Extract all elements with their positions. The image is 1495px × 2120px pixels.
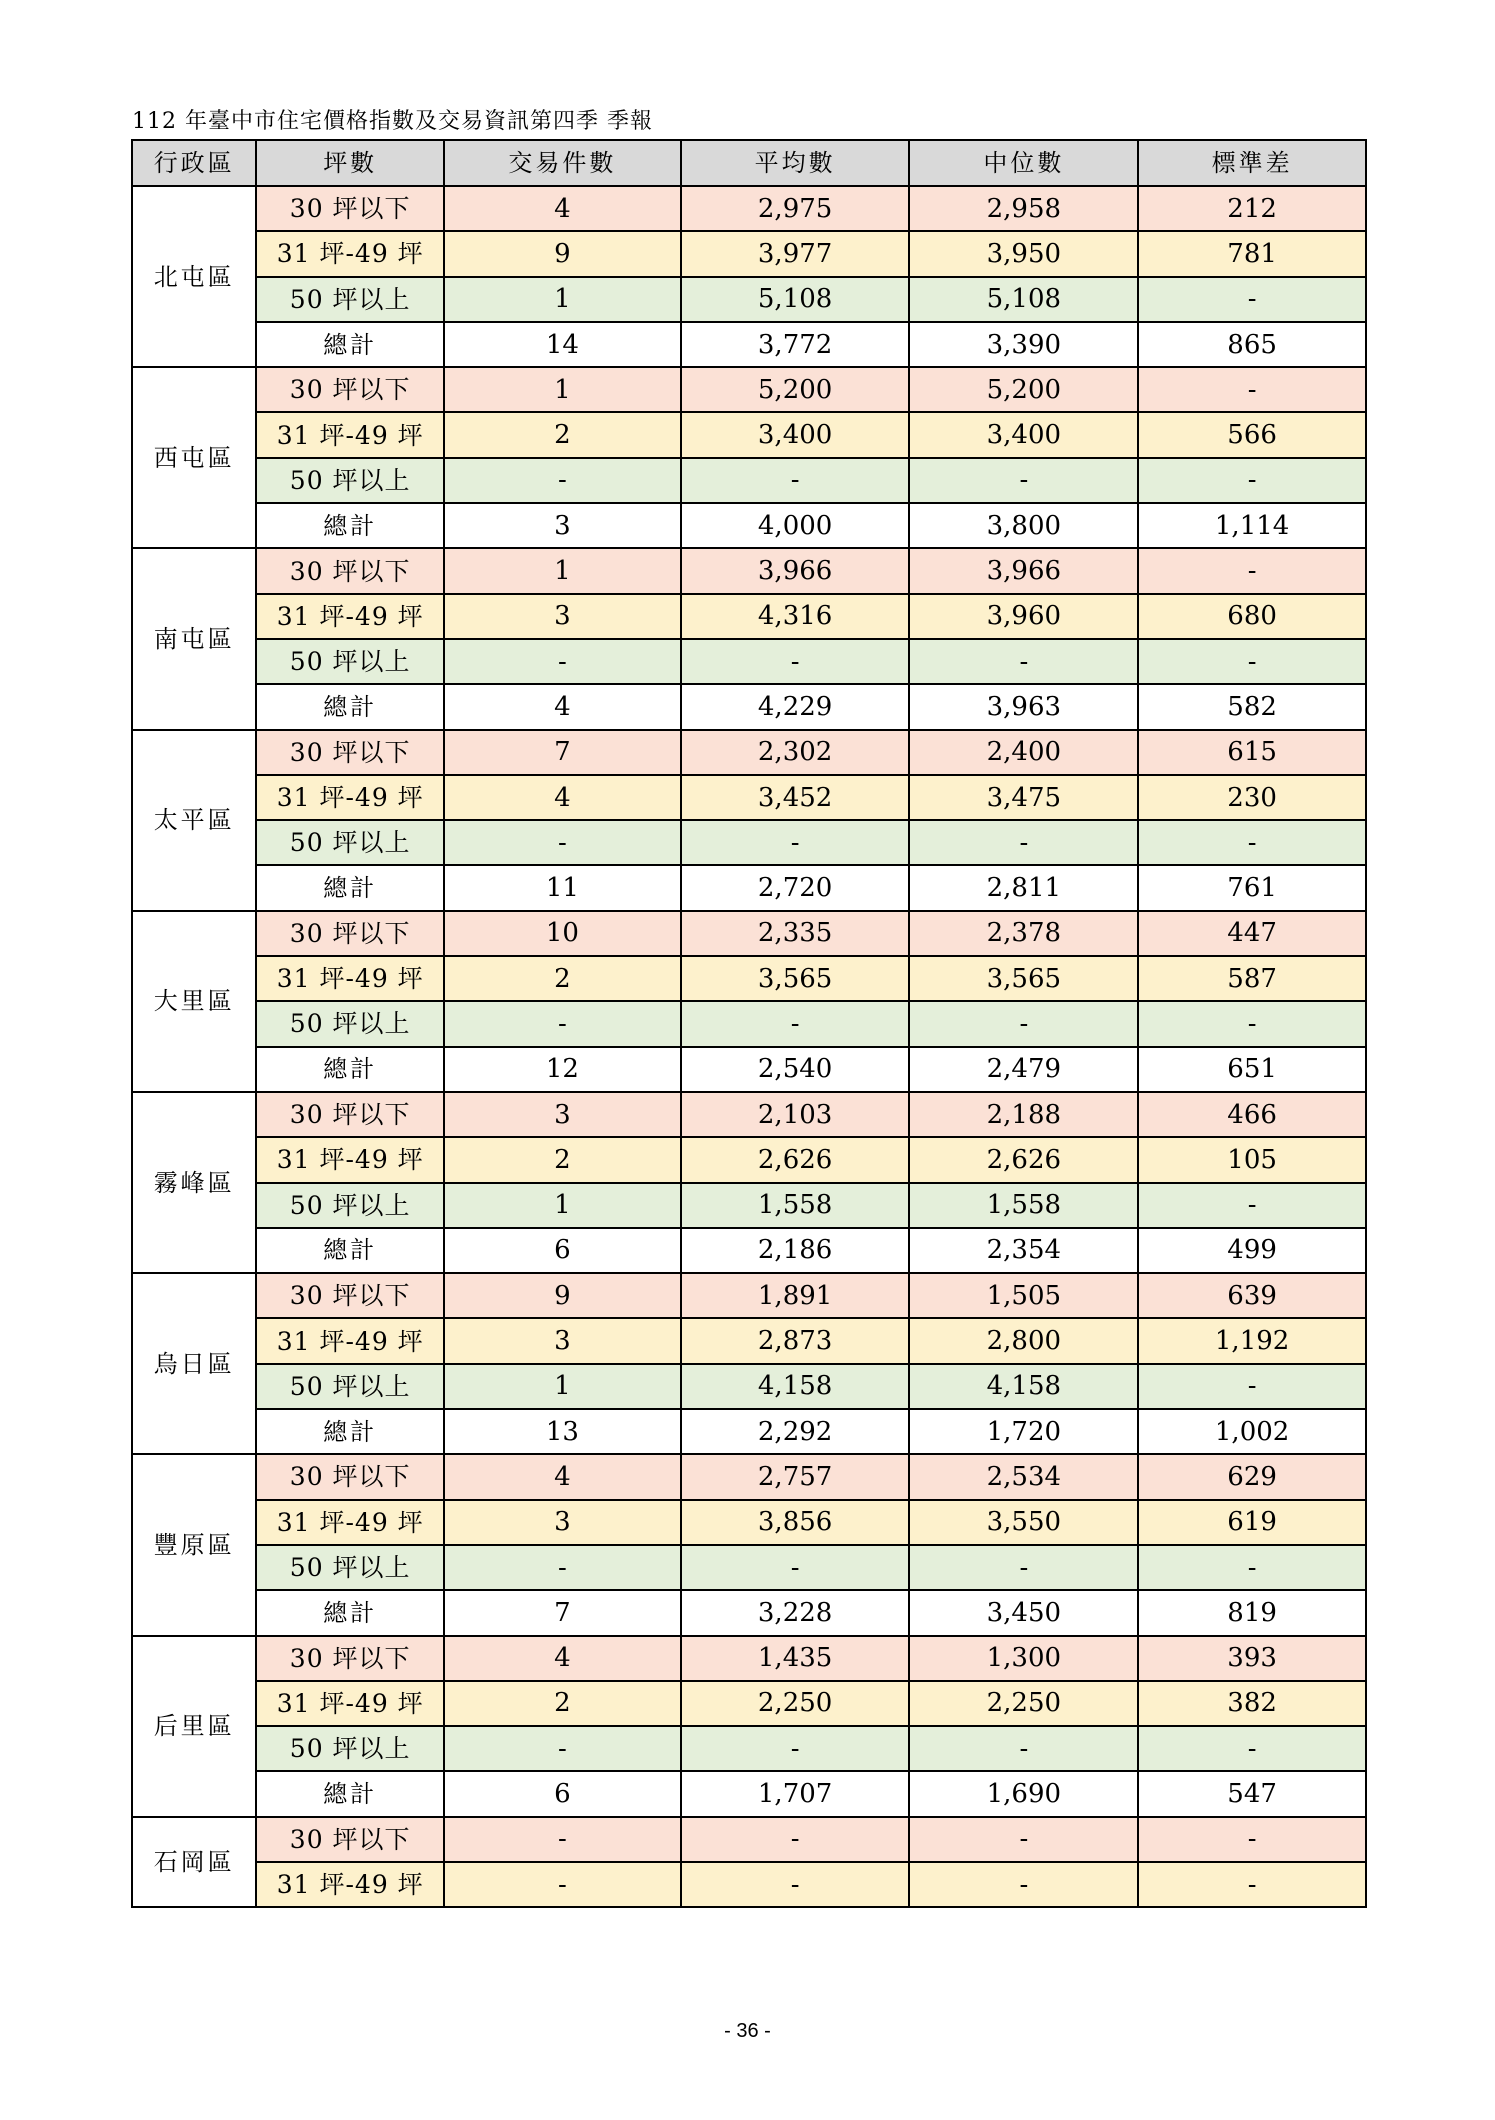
mean-cell: - bbox=[681, 1862, 910, 1907]
size-cell: 總計 bbox=[256, 1771, 444, 1816]
count-cell: 6 bbox=[444, 1771, 681, 1816]
size-cell: 總計 bbox=[256, 1047, 444, 1092]
count-cell: 2 bbox=[444, 1137, 681, 1182]
mean-cell: 4,316 bbox=[681, 594, 910, 639]
median-cell: 2,188 bbox=[909, 1092, 1138, 1137]
size-cell: 30 坪以下 bbox=[256, 186, 444, 231]
page-number: - 36 - bbox=[724, 2020, 771, 2042]
mean-cell: 2,250 bbox=[681, 1681, 910, 1726]
stddev-cell: 499 bbox=[1138, 1228, 1366, 1273]
median-cell: 5,200 bbox=[909, 367, 1138, 412]
stddev-cell: - bbox=[1138, 1545, 1366, 1590]
median-cell: 2,626 bbox=[909, 1137, 1138, 1182]
mean-cell: 3,228 bbox=[681, 1590, 910, 1635]
table-row bbox=[132, 1183, 1366, 1228]
stddev-cell: 587 bbox=[1138, 956, 1366, 1001]
count-cell: - bbox=[444, 1817, 681, 1862]
stddev-cell: 865 bbox=[1138, 322, 1366, 367]
size-cell: 總計 bbox=[256, 1228, 444, 1273]
mean-cell: 2,186 bbox=[681, 1228, 910, 1273]
stddev-cell: 230 bbox=[1138, 775, 1366, 820]
table-row bbox=[132, 1590, 1366, 1635]
stddev-cell: - bbox=[1138, 1001, 1366, 1046]
table-header-row bbox=[132, 140, 1366, 186]
mean-cell: 3,977 bbox=[681, 231, 910, 276]
table-row bbox=[132, 820, 1366, 865]
table-row bbox=[132, 1500, 1366, 1545]
count-cell: 4 bbox=[444, 684, 681, 729]
size-cell: 50 坪以上 bbox=[256, 1726, 444, 1771]
median-cell: 3,450 bbox=[909, 1590, 1138, 1635]
median-cell: 3,550 bbox=[909, 1500, 1138, 1545]
size-cell: 30 坪以下 bbox=[256, 1273, 444, 1318]
table-row bbox=[132, 1092, 1366, 1137]
table-row bbox=[132, 367, 1366, 412]
median-cell: 2,354 bbox=[909, 1228, 1138, 1273]
size-cell: 31 坪-49 坪 bbox=[256, 1318, 444, 1363]
stddev-cell: 566 bbox=[1138, 412, 1366, 457]
median-cell: - bbox=[909, 1817, 1138, 1862]
mean-cell: 3,400 bbox=[681, 412, 910, 457]
district-name: 西屯區 bbox=[132, 367, 256, 548]
count-cell: 1 bbox=[444, 367, 681, 412]
median-cell: - bbox=[909, 1545, 1138, 1590]
mean-cell: 3,856 bbox=[681, 1500, 910, 1545]
size-cell: 總計 bbox=[256, 865, 444, 910]
size-cell: 31 坪-49 坪 bbox=[256, 775, 444, 820]
district-name: 豐原區 bbox=[132, 1454, 256, 1635]
header-stddev: 標準差 bbox=[1138, 140, 1366, 186]
median-cell: 3,963 bbox=[909, 684, 1138, 729]
mean-cell: 2,626 bbox=[681, 1137, 910, 1182]
median-cell: 2,800 bbox=[909, 1318, 1138, 1363]
mean-cell: 3,452 bbox=[681, 775, 910, 820]
size-cell: 50 坪以上 bbox=[256, 277, 444, 322]
mean-cell: 3,565 bbox=[681, 956, 910, 1001]
count-cell: 11 bbox=[444, 865, 681, 910]
table-row bbox=[132, 1636, 1366, 1681]
table-row bbox=[132, 1454, 1366, 1499]
district-name: 霧峰區 bbox=[132, 1092, 256, 1273]
mean-cell: - bbox=[681, 1001, 910, 1046]
mean-cell: 3,772 bbox=[681, 322, 910, 367]
count-cell: 9 bbox=[444, 231, 681, 276]
mean-cell: - bbox=[681, 639, 910, 684]
table-row bbox=[132, 684, 1366, 729]
median-cell: 1,690 bbox=[909, 1771, 1138, 1816]
stddev-cell: 447 bbox=[1138, 911, 1366, 956]
size-cell: 31 坪-49 坪 bbox=[256, 1681, 444, 1726]
size-cell: 31 坪-49 坪 bbox=[256, 412, 444, 457]
median-cell: 2,250 bbox=[909, 1681, 1138, 1726]
table-row bbox=[132, 1409, 1366, 1454]
mean-cell: 2,302 bbox=[681, 730, 910, 775]
mean-cell: - bbox=[681, 1726, 910, 1771]
size-cell: 50 坪以上 bbox=[256, 639, 444, 684]
median-cell: 2,958 bbox=[909, 186, 1138, 231]
stddev-cell: - bbox=[1138, 548, 1366, 593]
stddev-cell: 819 bbox=[1138, 1590, 1366, 1635]
mean-cell: 5,200 bbox=[681, 367, 910, 412]
mean-cell: - bbox=[681, 1545, 910, 1590]
mean-cell: 1,707 bbox=[681, 1771, 910, 1816]
count-cell: 1 bbox=[444, 1364, 681, 1409]
count-cell: 2 bbox=[444, 412, 681, 457]
mean-cell: 2,975 bbox=[681, 186, 910, 231]
size-cell: 30 坪以下 bbox=[256, 730, 444, 775]
table-row bbox=[132, 639, 1366, 684]
mean-cell: 2,873 bbox=[681, 1318, 910, 1363]
table-row bbox=[132, 1862, 1366, 1907]
count-cell: 3 bbox=[444, 1500, 681, 1545]
median-cell: 3,960 bbox=[909, 594, 1138, 639]
stddev-cell: 212 bbox=[1138, 186, 1366, 231]
table-row bbox=[132, 1137, 1366, 1182]
table-row bbox=[132, 956, 1366, 1001]
mean-cell: 2,335 bbox=[681, 911, 910, 956]
mean-cell: 2,103 bbox=[681, 1092, 910, 1137]
table-row bbox=[132, 1228, 1366, 1273]
table-row bbox=[132, 730, 1366, 775]
median-cell: - bbox=[909, 458, 1138, 503]
count-cell: 3 bbox=[444, 503, 681, 548]
median-cell: 3,400 bbox=[909, 412, 1138, 457]
stddev-cell: 781 bbox=[1138, 231, 1366, 276]
median-cell: 1,505 bbox=[909, 1273, 1138, 1318]
median-cell: 2,534 bbox=[909, 1454, 1138, 1499]
stddev-cell: 466 bbox=[1138, 1092, 1366, 1137]
median-cell: 2,811 bbox=[909, 865, 1138, 910]
size-cell: 50 坪以上 bbox=[256, 1001, 444, 1046]
mean-cell: 1,435 bbox=[681, 1636, 910, 1681]
size-cell: 總計 bbox=[256, 1409, 444, 1454]
size-cell: 31 坪-49 坪 bbox=[256, 231, 444, 276]
count-cell: - bbox=[444, 1545, 681, 1590]
mean-cell: 3,966 bbox=[681, 548, 910, 593]
district-name: 太平區 bbox=[132, 730, 256, 911]
count-cell: 4 bbox=[444, 186, 681, 231]
table-row bbox=[132, 1318, 1366, 1363]
count-cell: 7 bbox=[444, 730, 681, 775]
table-row bbox=[132, 1545, 1366, 1590]
stddev-cell: 547 bbox=[1138, 1771, 1366, 1816]
mean-cell: 2,757 bbox=[681, 1454, 910, 1499]
district-name: 大里區 bbox=[132, 911, 256, 1092]
size-cell: 31 坪-49 坪 bbox=[256, 1137, 444, 1182]
mean-cell: 1,891 bbox=[681, 1273, 910, 1318]
stddev-cell: 680 bbox=[1138, 594, 1366, 639]
table-row bbox=[132, 1726, 1366, 1771]
header-count: 交易件數 bbox=[444, 140, 681, 186]
table-row bbox=[132, 186, 1366, 231]
median-cell: 3,800 bbox=[909, 503, 1138, 548]
district-name: 后里區 bbox=[132, 1636, 256, 1817]
size-cell: 總計 bbox=[256, 1590, 444, 1635]
count-cell: - bbox=[444, 458, 681, 503]
median-cell: 1,300 bbox=[909, 1636, 1138, 1681]
district-name: 石岡區 bbox=[132, 1817, 256, 1908]
mean-cell: 2,720 bbox=[681, 865, 910, 910]
count-cell: - bbox=[444, 1726, 681, 1771]
count-cell: 4 bbox=[444, 775, 681, 820]
mean-cell: - bbox=[681, 1817, 910, 1862]
stddev-cell: 1,002 bbox=[1138, 1409, 1366, 1454]
table-row bbox=[132, 548, 1366, 593]
stddev-cell: 582 bbox=[1138, 684, 1366, 729]
count-cell: - bbox=[444, 1001, 681, 1046]
size-cell: 30 坪以下 bbox=[256, 1636, 444, 1681]
median-cell: 3,565 bbox=[909, 956, 1138, 1001]
count-cell: 10 bbox=[444, 911, 681, 956]
price-statistics-table bbox=[131, 139, 1367, 1908]
median-cell: 3,390 bbox=[909, 322, 1138, 367]
header-median: 中位數 bbox=[909, 140, 1138, 186]
table-row bbox=[132, 277, 1366, 322]
count-cell: 3 bbox=[444, 1318, 681, 1363]
count-cell: - bbox=[444, 820, 681, 865]
count-cell: 7 bbox=[444, 1590, 681, 1635]
size-cell: 總計 bbox=[256, 322, 444, 367]
median-cell: - bbox=[909, 639, 1138, 684]
stddev-cell: - bbox=[1138, 458, 1366, 503]
district-name: 北屯區 bbox=[132, 186, 256, 367]
size-cell: 50 坪以上 bbox=[256, 1545, 444, 1590]
stddev-cell: - bbox=[1138, 1364, 1366, 1409]
mean-cell: 1,558 bbox=[681, 1183, 910, 1228]
stddev-cell: 619 bbox=[1138, 1500, 1366, 1545]
stddev-cell: 761 bbox=[1138, 865, 1366, 910]
count-cell: 3 bbox=[444, 1092, 681, 1137]
table-row bbox=[132, 231, 1366, 276]
median-cell: 3,950 bbox=[909, 231, 1138, 276]
median-cell: - bbox=[909, 1001, 1138, 1046]
median-cell: - bbox=[909, 1726, 1138, 1771]
mean-cell: 4,000 bbox=[681, 503, 910, 548]
count-cell: 6 bbox=[444, 1228, 681, 1273]
median-cell: 2,400 bbox=[909, 730, 1138, 775]
stddev-cell: 382 bbox=[1138, 1681, 1366, 1726]
count-cell: 13 bbox=[444, 1409, 681, 1454]
stddev-cell: - bbox=[1138, 820, 1366, 865]
mean-cell: 5,108 bbox=[681, 277, 910, 322]
table-row bbox=[132, 1681, 1366, 1726]
median-cell: 1,720 bbox=[909, 1409, 1138, 1454]
header-mean: 平均數 bbox=[681, 140, 910, 186]
median-cell: 2,479 bbox=[909, 1047, 1138, 1092]
table-body bbox=[132, 186, 1366, 1907]
stddev-cell: 651 bbox=[1138, 1047, 1366, 1092]
size-cell: 31 坪-49 坪 bbox=[256, 956, 444, 1001]
stddev-cell: 393 bbox=[1138, 1636, 1366, 1681]
size-cell: 31 坪-49 坪 bbox=[256, 594, 444, 639]
size-cell: 50 坪以上 bbox=[256, 1364, 444, 1409]
count-cell: - bbox=[444, 639, 681, 684]
median-cell: 5,108 bbox=[909, 277, 1138, 322]
table-row bbox=[132, 503, 1366, 548]
stddev-cell: 1,192 bbox=[1138, 1318, 1366, 1363]
table-row bbox=[132, 1817, 1366, 1862]
count-cell: 1 bbox=[444, 548, 681, 593]
median-cell: 2,378 bbox=[909, 911, 1138, 956]
count-cell: 1 bbox=[444, 277, 681, 322]
count-cell: 2 bbox=[444, 1681, 681, 1726]
count-cell: 2 bbox=[444, 956, 681, 1001]
median-cell: - bbox=[909, 820, 1138, 865]
table-row bbox=[132, 594, 1366, 639]
mean-cell: - bbox=[681, 458, 910, 503]
mean-cell: - bbox=[681, 820, 910, 865]
size-cell: 50 坪以上 bbox=[256, 820, 444, 865]
table-row bbox=[132, 1001, 1366, 1046]
median-cell: 3,966 bbox=[909, 548, 1138, 593]
table-row bbox=[132, 775, 1366, 820]
stddev-cell: 615 bbox=[1138, 730, 1366, 775]
document-title: 112 年臺中市住宅價格指數及交易資訊第四季 季報 bbox=[132, 109, 653, 134]
median-cell: 3,475 bbox=[909, 775, 1138, 820]
count-cell: 1 bbox=[444, 1183, 681, 1228]
count-cell: 4 bbox=[444, 1636, 681, 1681]
size-cell: 總計 bbox=[256, 503, 444, 548]
size-cell: 31 坪-49 坪 bbox=[256, 1862, 444, 1907]
stddev-cell: - bbox=[1138, 1183, 1366, 1228]
size-cell: 30 坪以下 bbox=[256, 548, 444, 593]
table-row bbox=[132, 1364, 1366, 1409]
count-cell: 14 bbox=[444, 322, 681, 367]
stddev-cell: - bbox=[1138, 1726, 1366, 1771]
size-cell: 30 坪以下 bbox=[256, 1454, 444, 1499]
table-row bbox=[132, 1047, 1366, 1092]
count-cell: - bbox=[444, 1862, 681, 1907]
size-cell: 30 坪以下 bbox=[256, 1092, 444, 1137]
stddev-cell: - bbox=[1138, 277, 1366, 322]
count-cell: 3 bbox=[444, 594, 681, 639]
stddev-cell: 1,114 bbox=[1138, 503, 1366, 548]
table-row bbox=[132, 412, 1366, 457]
size-cell: 30 坪以下 bbox=[256, 911, 444, 956]
table-row bbox=[132, 458, 1366, 503]
stddev-cell: - bbox=[1138, 1817, 1366, 1862]
mean-cell: 2,540 bbox=[681, 1047, 910, 1092]
stddev-cell: 629 bbox=[1138, 1454, 1366, 1499]
mean-cell: 4,158 bbox=[681, 1364, 910, 1409]
table-row bbox=[132, 322, 1366, 367]
count-cell: 12 bbox=[444, 1047, 681, 1092]
table-row bbox=[132, 865, 1366, 910]
median-cell: 1,558 bbox=[909, 1183, 1138, 1228]
stddev-cell: - bbox=[1138, 367, 1366, 412]
median-cell: - bbox=[909, 1862, 1138, 1907]
size-cell: 50 坪以上 bbox=[256, 1183, 444, 1228]
table-row bbox=[132, 1771, 1366, 1816]
mean-cell: 4,229 bbox=[681, 684, 910, 729]
size-cell: 總計 bbox=[256, 684, 444, 729]
size-cell: 50 坪以上 bbox=[256, 458, 444, 503]
size-cell: 30 坪以下 bbox=[256, 367, 444, 412]
count-cell: 9 bbox=[444, 1273, 681, 1318]
stddev-cell: - bbox=[1138, 639, 1366, 684]
header-district: 行政區 bbox=[132, 140, 256, 186]
district-name: 烏日區 bbox=[132, 1273, 256, 1454]
stddev-cell: - bbox=[1138, 1862, 1366, 1907]
district-name: 南屯區 bbox=[132, 548, 256, 729]
stddev-cell: 639 bbox=[1138, 1273, 1366, 1318]
table-row bbox=[132, 1273, 1366, 1318]
median-cell: 4,158 bbox=[909, 1364, 1138, 1409]
table-row bbox=[132, 911, 1366, 956]
stddev-cell: 105 bbox=[1138, 1137, 1366, 1182]
mean-cell: 2,292 bbox=[681, 1409, 910, 1454]
size-cell: 30 坪以下 bbox=[256, 1817, 444, 1862]
header-size: 坪數 bbox=[256, 140, 444, 186]
size-cell: 31 坪-49 坪 bbox=[256, 1500, 444, 1545]
count-cell: 4 bbox=[444, 1454, 681, 1499]
